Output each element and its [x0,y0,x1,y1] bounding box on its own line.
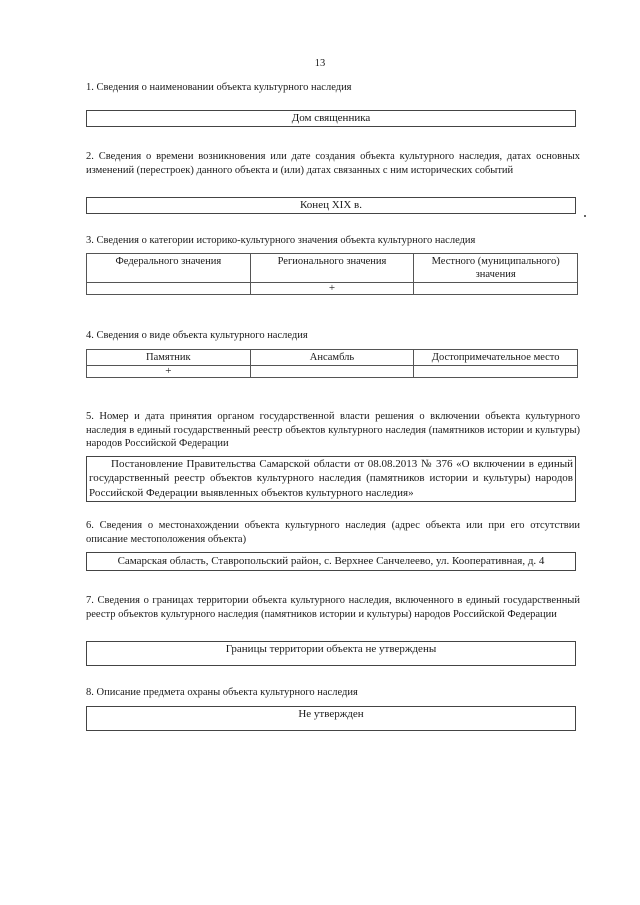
section-2-value: Конец XIX в. [86,197,576,214]
section-1-heading: 1. Сведения о наименовании объекта культурного наследия [86,82,352,93]
section-2-heading: 2. Сведения о времени возникновения или дате создания объекта культурного наследия, датах основных изменений (перестроек) данного объекта и (или) датах связанных с ним исторических событий [86,151,580,176]
type-table [86,349,578,378]
section-5-heading: 5. Номер и дата принятия органом государственной власти решения о включении объекта культурного наследия в единый государственный реестр объектов культурного наследия (памятников истории и культуры) народов Российской Федерации [86,411,580,450]
category-federal-header: Федерального значения [87,254,251,283]
type-place-value [414,366,578,378]
section-1-value: Дом священника [86,110,576,127]
section-6-value: Самарская область, Ставропольский район, с. Верхнее Санчелеево, ул. Кооперативная, д. 4 [86,552,576,571]
section-3-heading: 3. Сведения о категории историко-культурного значения объекта культурного наследия [86,235,476,246]
scan-speck [584,215,586,217]
type-place-header: Достопримечательное место [414,350,578,366]
section-7-heading: 7. Сведения о границах территории объекта культурного наследия, включенного в единый государственный реестр объектов культурного наследия (памятников истории и культуры) народов Российской Федерации [86,595,580,620]
category-local-header: Местного (муниципального) значения [414,254,578,283]
type-monument-value: + [87,366,251,378]
type-ensemble-value [250,366,414,378]
section-7-value: Границы территории объекта не утверждены [86,641,576,666]
section-6-heading: 6. Сведения о местонахождении объекта культурного наследия (адрес объекта или при его отсутствии описание местоположения объекта) [86,520,580,545]
category-table [86,253,578,295]
category-regional-header: Регионального значения [250,254,414,283]
section-5-value: Постановление Правительства Самарской области от 08.08.2013 № 376 «О включении в единый государственный реестр объектов культурного наследия (памятников истории и культуры) народов Российской Федерации выявленных объектов культурного наследия» [86,456,576,502]
category-federal-value [87,283,251,295]
section-8-heading: 8. Описание предмета охраны объекта культурного наследия [86,687,358,698]
page-number: 13 [314,58,326,69]
category-local-value [414,283,578,295]
section-4-heading: 4. Сведения о виде объекта культурного наследия [86,330,308,341]
section-8-value: Не утвержден [86,706,576,731]
type-ensemble-header: Ансамбль [250,350,414,366]
category-regional-value: + [250,283,414,295]
type-monument-header: Памятник [87,350,251,366]
